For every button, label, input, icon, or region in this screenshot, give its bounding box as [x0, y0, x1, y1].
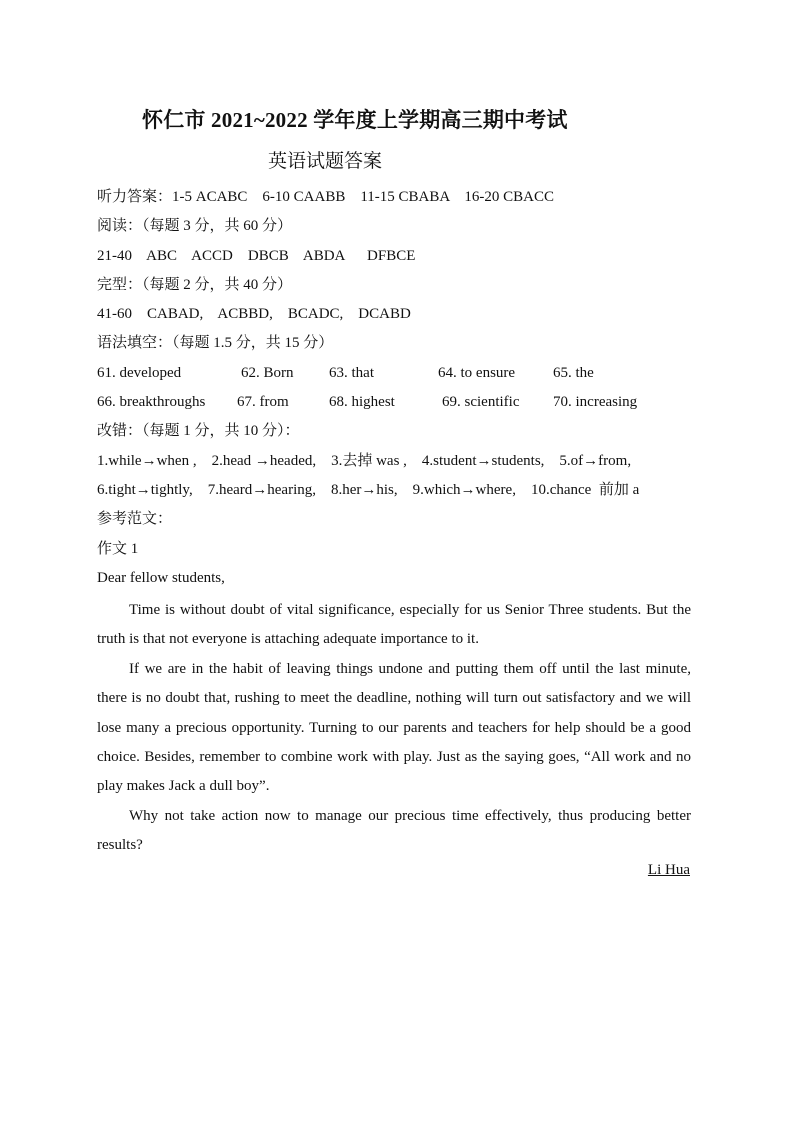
grammar-answer: 70. increasing	[553, 394, 638, 411]
grammar-answer: 65. the	[553, 364, 594, 381]
correction-answers: 6.tight→tightly, 7.heard→hearing, 8.her→his, 9.which→where, 10.chance 前加 a	[97, 481, 640, 498]
grammar-answer: 62. Born	[241, 364, 294, 381]
grammar-answer: 64. to ensure	[438, 364, 516, 381]
essay-greeting: Dear fellow students,	[97, 569, 225, 586]
essay-paragraph: If we are in the habit of leaving things undone and putting them off until the last minute, there is no doubt that, rushing to meet the deadline, nothing will turn out satisfactory and we will lose many a precious opportunity. Turning to our parents and teachers for help should be a good choice. Besides, remember to combine work with play. Just as the saying goes, “All work and no play makes Jack a dull boy”.	[97, 660, 691, 795]
page-subtitle: 英语试题答案	[268, 151, 383, 172]
grammar-answer: 61. developed	[97, 364, 182, 381]
answer-section	[97, 187, 697, 597]
essay-paragraph: Time is without doubt of vital significance, especially for us Senior Three students. But the truth is that not everyone is attaching adequate importance to it.	[97, 602, 691, 648]
essay-paragraph: Why not take action now to manage our precious time effectively, thus producing better results?	[97, 807, 691, 854]
essay-body	[97, 596, 691, 861]
grammar-answer: 69. scientific	[442, 394, 520, 411]
essay-label: 作文 1	[97, 540, 139, 557]
correction-header: 改错：（每题 1 分，共 10 分）：	[97, 423, 300, 440]
grammar-answers-row	[97, 392, 697, 421]
cloze-answers: 41-60 CABAD, ACBBD, BCADC, DCABD	[97, 306, 411, 323]
reading-header: 阅读：（每题 3 分，共 60 分）	[97, 218, 293, 235]
sample-essay-header: 参考范文：	[97, 511, 173, 528]
grammar-answers-row	[97, 363, 697, 392]
cloze-header: 完型：（每题 2 分，共 40 分）	[97, 276, 293, 293]
grammar-answer: 68. highest	[329, 394, 395, 411]
grammar-answer: 67. from	[237, 394, 289, 411]
listening-answers: 听力答案：1-5 ACABC 6-10 CAABB 11-15 CBABA 16-20 CBACC	[97, 189, 554, 205]
grammar-header: 语法填空：（每题 1.5 分，共 15 分）	[97, 335, 334, 352]
reading-answers: 21-40 ABC ACCD DBCB ABDA DFBCE	[97, 247, 416, 264]
essay-signature: Li Hua	[647, 862, 690, 878]
grammar-answer: 63. that	[329, 364, 374, 381]
grammar-answer: 66. breakthroughs	[97, 394, 206, 411]
correction-answers: 1.while→when , 2.head →headed, 3.去掉 was , 4.student→students, 5.of→from,	[97, 452, 632, 469]
page-title: 怀仁市 2021~2022 学年度上学期高三期中考试	[142, 108, 568, 132]
